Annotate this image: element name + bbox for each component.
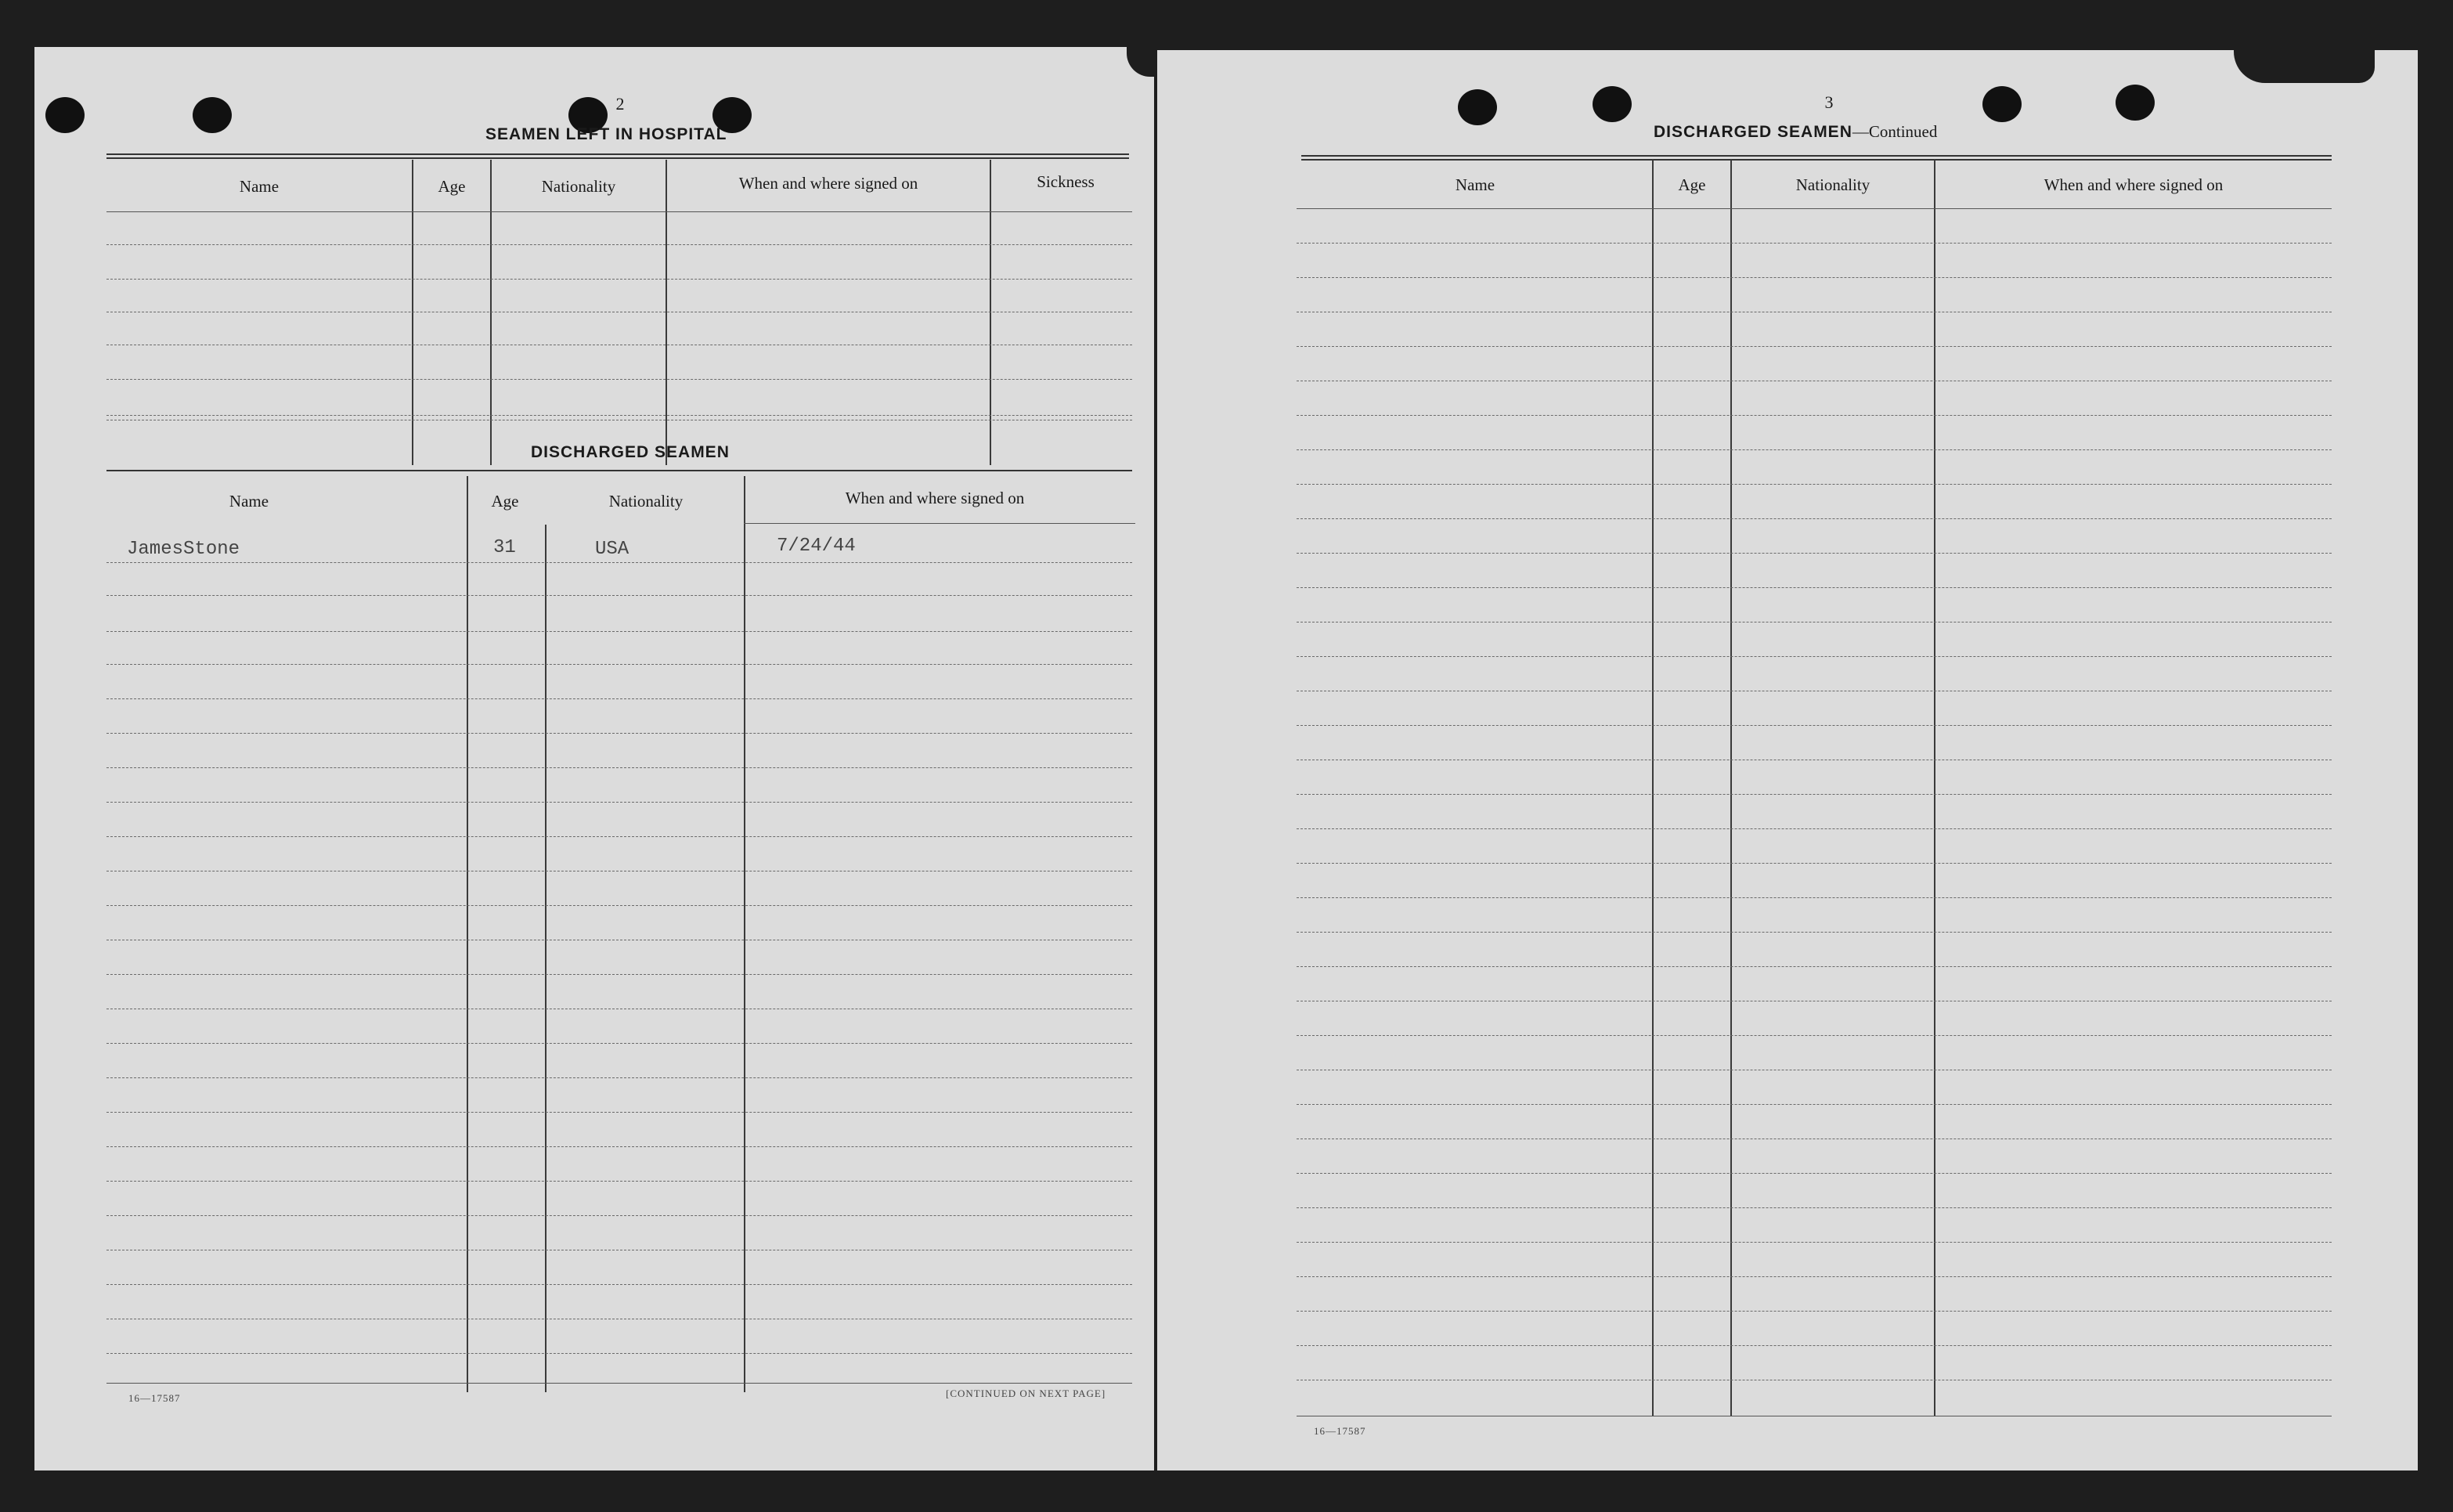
row-line	[106, 802, 1132, 803]
torn-corner	[2234, 47, 2375, 83]
row-line	[1297, 1104, 2332, 1105]
row-line	[106, 1112, 1132, 1113]
section-title-suffix: —Continued	[1852, 122, 1938, 141]
col-signed-on: When and where signed on	[2044, 175, 2224, 194]
left-page	[34, 47, 1154, 1471]
col-age: Age	[438, 177, 466, 196]
punch-hole	[1593, 86, 1632, 122]
row-line	[1297, 863, 2332, 864]
row-line	[106, 974, 1132, 975]
cell-signed-on: 7/24/44	[777, 536, 856, 557]
row-line	[106, 698, 1132, 699]
col-signed-on: When and where signed on	[738, 174, 918, 193]
punch-hole	[45, 97, 85, 133]
row-line	[1297, 449, 2332, 450]
title-rule	[1301, 155, 2332, 161]
row-line	[106, 1077, 1132, 1078]
col-nationality: Nationality	[608, 492, 684, 511]
row-line	[1297, 1311, 2332, 1312]
row-line	[1297, 1173, 2332, 1174]
title-rule	[106, 470, 1132, 471]
row-line	[1297, 518, 2332, 519]
right-page	[1157, 50, 2418, 1471]
row-line	[106, 244, 1132, 245]
discharged-section-title: DISCHARGED SEAMEN	[531, 443, 730, 461]
row-line	[106, 1215, 1132, 1216]
column-divider	[744, 476, 745, 1392]
table-bottom-rule	[106, 1383, 1132, 1384]
row-line	[1297, 1276, 2332, 1277]
row-line	[1297, 415, 2332, 416]
row-line	[106, 733, 1132, 734]
row-line	[106, 1043, 1132, 1044]
column-divider	[1730, 160, 1732, 1416]
col-signed-on: When and where signed on	[845, 489, 1025, 507]
header-rule	[106, 211, 1132, 212]
cell-age: 31	[493, 537, 516, 558]
punch-hole	[1458, 89, 1497, 125]
row-line	[1297, 553, 2332, 554]
row-line	[1297, 277, 2332, 278]
col-name: Name	[229, 492, 269, 511]
row-line	[1297, 484, 2332, 485]
row-line	[1297, 897, 2332, 898]
row-line	[1297, 587, 2332, 588]
torn-corner	[1127, 45, 1158, 77]
title-rule	[106, 153, 1129, 159]
row-line	[1297, 1242, 2332, 1243]
row-line	[106, 379, 1132, 380]
row-line	[1297, 1035, 2332, 1036]
header-rule	[1297, 208, 2332, 209]
row-line	[1297, 346, 2332, 347]
row-line	[1297, 1207, 2332, 1208]
row-line	[106, 631, 1132, 632]
form-number: 16—17587	[128, 1392, 181, 1404]
row-line	[106, 562, 1132, 563]
hospital-section-title: SEAMEN LEFT IN HOSPITAL	[485, 125, 727, 143]
row-line	[106, 1146, 1132, 1147]
row-line	[106, 1353, 1132, 1354]
row-line	[1297, 966, 2332, 967]
row-line	[1297, 828, 2332, 829]
row-line	[1297, 794, 2332, 795]
row-line	[106, 415, 1132, 416]
section-title	[1654, 122, 1937, 142]
header-rule	[744, 523, 1135, 524]
col-nationality: Nationality	[541, 177, 616, 196]
column-divider	[545, 525, 547, 1392]
page-number: 2	[615, 94, 625, 114]
row-line	[1297, 1345, 2332, 1346]
col-age: Age	[1678, 175, 1706, 194]
row-line	[106, 905, 1132, 906]
form-number: 16—17587	[1314, 1425, 1366, 1437]
row-line	[106, 595, 1132, 596]
col-nationality: Nationality	[1795, 175, 1870, 194]
column-divider	[1934, 160, 1935, 1416]
row-line	[106, 1284, 1132, 1285]
col-name: Name	[239, 177, 280, 196]
column-divider	[467, 476, 468, 1392]
punch-hole	[193, 97, 232, 133]
row-line	[106, 664, 1132, 665]
row-line	[1297, 656, 2332, 657]
punch-hole	[2116, 85, 2155, 121]
row-line	[1297, 243, 2332, 244]
row-line	[106, 836, 1132, 837]
col-sickness: Sickness	[1037, 172, 1095, 191]
row-line	[106, 279, 1132, 280]
continued-note: [CONTINUED ON NEXT PAGE]	[946, 1388, 1106, 1399]
row-line	[106, 767, 1132, 768]
section-title-main: DISCHARGED SEAMEN	[1654, 123, 1852, 141]
col-age: Age	[491, 492, 519, 511]
row-line	[1297, 725, 2332, 726]
cell-name: JamesStone	[127, 539, 240, 560]
punch-hole	[1982, 86, 2022, 122]
col-name: Name	[1455, 175, 1495, 194]
row-line	[1297, 932, 2332, 933]
page-number: 3	[1824, 92, 1834, 112]
cell-nationality: USA	[595, 539, 629, 560]
row-line	[106, 1181, 1132, 1182]
column-divider	[1652, 160, 1654, 1416]
